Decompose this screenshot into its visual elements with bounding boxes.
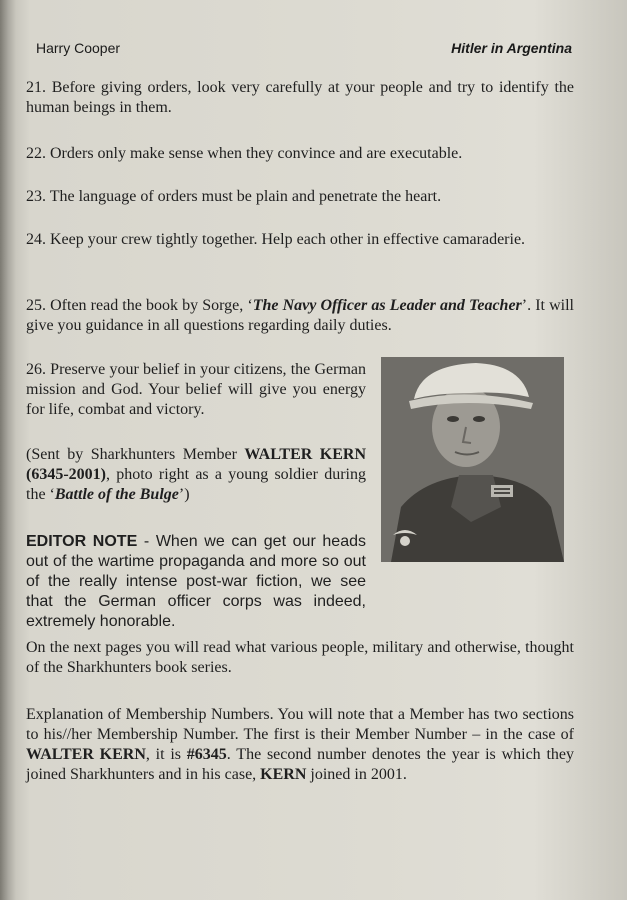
item-24: 24. Keep your crew tightly together. Help each other in effective camaraderie. [26,231,526,248]
book-title-sorge: The Navy Officer as Leader and Teacher [252,297,522,314]
item-26: 26. Preserve your belief in your citizens, the German mission and God. Your belief will give you energy for life, combat and victory. [26,361,366,418]
soldier-photo [381,357,564,562]
soldier-portrait-illustration [381,357,564,562]
item-25-intro: 25. Often read the book by Sorge, ‘ [26,297,253,314]
editor-note-label: EDITOR NOTE [26,533,138,550]
editor-note-body [26,532,366,632]
item-21: 21. Before giving orders, look very carefully at your people and try to identify the human beings in them. [26,79,574,116]
caption-end: ’) [178,486,190,503]
explanation-intro: Explanation of Membership Numbers. You will note that a Member has two sections to his//her Membership Number. The first is their Member Number – in the case of [26,706,574,743]
photo-caption [26,445,366,505]
battle-name: Battle of the Bulge [54,486,179,503]
member-name-kern: WALTER KERN (6345-2001) [26,446,367,483]
header-book-title: Hitler in Argentina [451,40,572,56]
header-author: Harry Cooper [36,40,121,56]
editor-note-text: - When we can get our heads out of the wartime propaganda and more so out of the really intense post-war fiction, we see that the German officer corps was indeed, extremely honorable. [26,533,366,630]
item-25 [26,296,574,336]
caption-intro: (Sent by Sharkhunters Member [26,446,245,463]
explanation-name-2: KERN [260,766,307,783]
explanation-mid: , it is [145,746,187,763]
explanation-number: #6345 [186,746,227,763]
next-pages-note: On the next pages you will read what various people, military and otherwise, thought of the Sharkhunters book series. [26,639,574,676]
item-23: 23. The language of orders must be plain and penetrate the heart. [26,188,442,205]
explanation-end: joined in 2001. [306,766,407,783]
item-25-rest: ’. It will give you guidance in all questions regarding daily duties. [26,297,575,334]
item-22: 22. Orders only make sense when they convince and are executable. [26,145,463,162]
membership-explanation [26,705,574,785]
caption-mid: , photo right as a young soldier during the ‘ [26,466,366,503]
explanation-mid-2: . The second number denotes the year is which they joined Sharkhunters and in his case, [26,746,574,783]
explanation-name-1: WALTER KERN [26,746,146,763]
running-header [36,40,572,60]
